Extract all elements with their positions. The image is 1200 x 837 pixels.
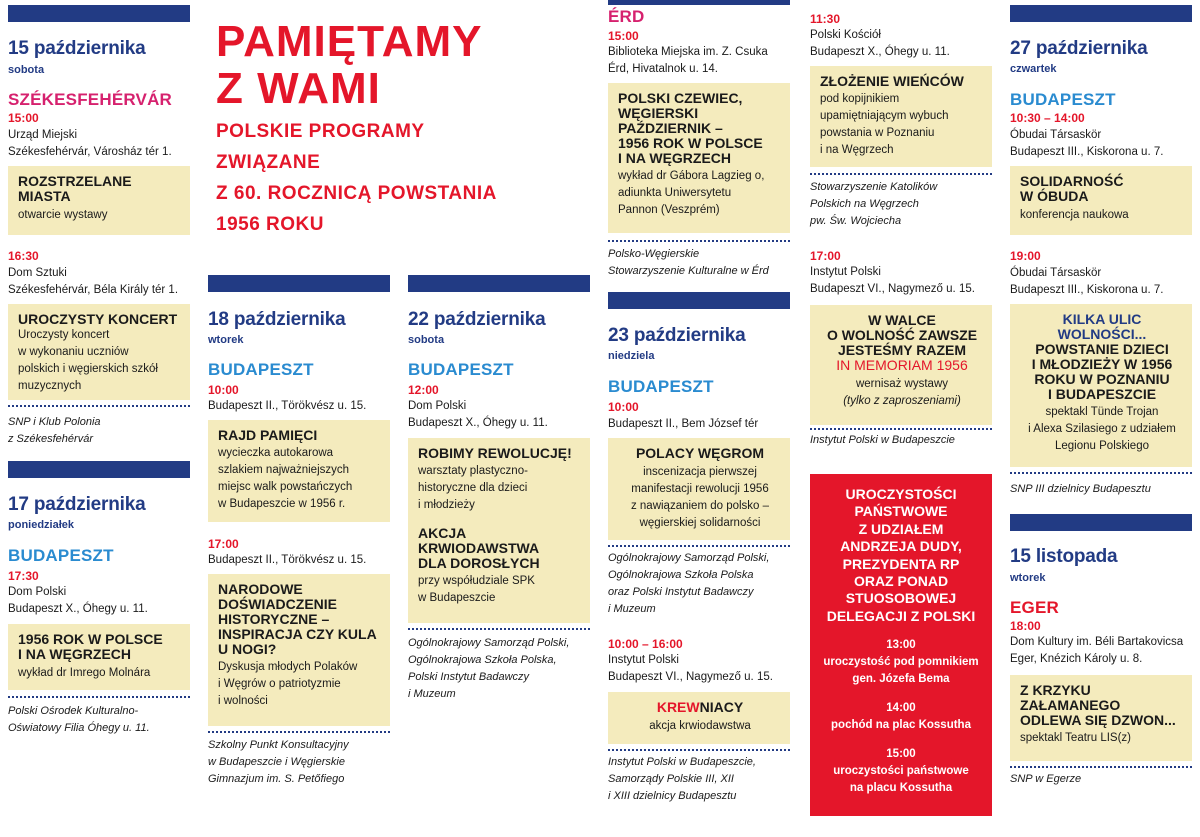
venue-line: Urząd Miejski bbox=[8, 129, 78, 141]
event-title: W ÓBUDA bbox=[1020, 188, 1089, 204]
dotted-divider bbox=[608, 749, 790, 751]
event-venue bbox=[810, 264, 975, 298]
venue-line: Instytut Polski bbox=[608, 654, 679, 666]
event-title: ODLEWA SIĘ DZWON... bbox=[1020, 712, 1176, 728]
venue-line: Székesfehérvár, Béla Király tér 1. bbox=[8, 284, 179, 296]
event-desc: Pannon (Veszprém) bbox=[618, 204, 720, 216]
organizer-line: Stowarzyszenie Kulturalne w Érd bbox=[608, 265, 769, 277]
event-box bbox=[1010, 166, 1192, 235]
event-title: AKCJA bbox=[418, 525, 467, 541]
red-box-event: pochód na plac Kossutha bbox=[831, 719, 971, 732]
header-bar bbox=[408, 275, 590, 292]
venue-line: Székesfehérvár, Városház tér 1. bbox=[8, 146, 172, 158]
venue-line: Budapeszt III., Kiskorona u. 7. bbox=[1010, 146, 1164, 158]
city-heading: ÉRD bbox=[608, 7, 645, 26]
header-bar bbox=[608, 292, 790, 309]
venue-line: Dom Polski bbox=[408, 400, 467, 412]
event-box bbox=[608, 83, 790, 233]
event-title: KRWIODAWSTWA bbox=[418, 540, 540, 556]
event-title: ROBIMY REWOLUCJĘ! bbox=[418, 445, 572, 461]
event-box bbox=[810, 305, 992, 425]
event-desc: powstania w Poznaniu bbox=[820, 127, 935, 139]
event-time: 10:30 – 14:00 bbox=[1010, 111, 1085, 125]
red-box-title: STUOSOBOWEJ bbox=[845, 590, 957, 607]
event-desc: otwarcie wystawy bbox=[18, 209, 108, 221]
event-desc: (tylko z zaproszeniami) bbox=[843, 395, 961, 407]
event-box bbox=[408, 438, 590, 623]
event-time: 15:00 bbox=[608, 29, 639, 43]
event-desc: wernisaż wystawy bbox=[855, 378, 949, 390]
venue-line: Biblioteka Miejska im. Z. Csuka bbox=[608, 46, 768, 58]
red-box-event: gen. Józefa Bema bbox=[852, 673, 950, 686]
date-heading: 17 października bbox=[8, 494, 146, 515]
venue-line: Instytut Polski bbox=[810, 266, 881, 278]
event-desc: spektakl Teatru LIS(z) bbox=[1020, 732, 1132, 744]
weekday-label: poniedziałek bbox=[8, 519, 75, 531]
venue-line: Budapeszt III., Kiskorona u. 7. bbox=[1010, 284, 1164, 296]
state-ceremony-box bbox=[810, 474, 992, 816]
event-desc: pod kopijnikiem bbox=[820, 93, 900, 105]
red-box-title: PREZYDENTA RP bbox=[842, 555, 960, 572]
event-title: 1956 ROK W POLSCE bbox=[18, 631, 163, 647]
dotted-divider bbox=[608, 240, 790, 242]
subtitle-line: Z 60. ROCZNICĄ POWSTANIA bbox=[216, 183, 497, 204]
event-box bbox=[208, 574, 390, 726]
event-time: 16:30 bbox=[8, 249, 39, 263]
event-title: JESTEŚMY RAZEM bbox=[837, 342, 967, 358]
event-title: NARODOWE bbox=[218, 581, 303, 597]
header-bar bbox=[8, 461, 190, 478]
event-venue bbox=[810, 27, 950, 61]
event-desc: i wolności bbox=[218, 695, 268, 707]
event-title: POWSTANIE DZIECI bbox=[1035, 341, 1169, 357]
event-venue bbox=[1010, 127, 1163, 161]
organizer bbox=[8, 414, 101, 448]
event-title: 1956 ROK W POLSCE bbox=[618, 135, 763, 151]
event-time: 17:30 bbox=[8, 569, 39, 583]
weekday-label: sobota bbox=[8, 64, 45, 76]
city-heading: BUDAPESZT bbox=[608, 377, 714, 396]
venue-line: Dom Polski bbox=[8, 586, 67, 598]
organizer-line: pw. Św. Wojciecha bbox=[810, 215, 902, 227]
event-title: U NOGI? bbox=[218, 641, 277, 657]
event-title bbox=[618, 700, 782, 715]
event-title: SOLIDARNOŚĆ bbox=[1020, 173, 1124, 189]
event-time: 10:00 bbox=[608, 400, 639, 414]
city-heading: BUDAPESZT bbox=[1010, 90, 1116, 109]
organizer-line: Szkolny Punkt Konsultacyjny bbox=[208, 739, 349, 751]
event-title: POLACY WĘGROM bbox=[635, 445, 765, 461]
weekday-label: niedziela bbox=[608, 350, 655, 362]
event-desc: wycieczka autokarowa bbox=[218, 447, 334, 459]
dotted-divider bbox=[1010, 472, 1192, 474]
organizer-line: Samorządy Polskie III, XII bbox=[608, 773, 734, 785]
red-box-title: ORAZ PONAD bbox=[853, 573, 949, 590]
event-desc: i Węgrów o patriotyzmie bbox=[218, 678, 341, 690]
event-time: 17:00 bbox=[208, 537, 239, 551]
event-title: ROZSTRZELANE bbox=[18, 173, 132, 189]
city-heading: SZÉKESFEHÉRVÁR bbox=[8, 90, 173, 109]
event-title: DOŚWIADCZENIE bbox=[218, 596, 337, 612]
weekday-label: wtorek bbox=[1010, 572, 1046, 584]
event-box bbox=[8, 304, 190, 400]
event-venue bbox=[1010, 265, 1163, 299]
event-desc: historyczne dla dzieci bbox=[418, 482, 528, 494]
event-title-black: NIACY bbox=[699, 699, 744, 715]
event-title: ROKU W POZNANIU bbox=[1034, 371, 1170, 387]
dotted-divider bbox=[810, 428, 992, 430]
event-venue bbox=[1010, 634, 1183, 668]
main-title bbox=[216, 18, 482, 112]
red-box-event: uroczystości państwowe bbox=[833, 765, 969, 778]
event-box bbox=[1010, 675, 1192, 761]
subtitle-line: 1956 ROKU bbox=[216, 214, 324, 235]
event-time: 17:00 bbox=[810, 249, 841, 263]
event-time: 18:00 bbox=[1010, 619, 1041, 633]
event-desc: wykład dr Imrego Molnára bbox=[18, 667, 151, 679]
red-box-event: uroczystość pod pomnikiem bbox=[823, 656, 979, 669]
event-desc: manifestacji rewolucji 1956 bbox=[631, 483, 769, 495]
event-venue bbox=[8, 127, 172, 161]
main-title-line: Z WAMI bbox=[216, 64, 381, 113]
organizer-line: i Muzeum bbox=[608, 603, 656, 615]
weekday-label: czwartek bbox=[1010, 63, 1057, 75]
date-heading: 23 października bbox=[608, 325, 746, 346]
header-bar bbox=[1010, 5, 1192, 22]
weekday-label: wtorek bbox=[208, 334, 244, 346]
event-title: DLA DOROSŁYCH bbox=[418, 555, 540, 571]
date-heading: 27 października bbox=[1010, 38, 1148, 59]
venue-line: Budapeszt VI., Nagymező u. 15. bbox=[608, 671, 773, 683]
venue-line: Budapeszt X., Óhegy u. 11. bbox=[8, 603, 148, 615]
red-box-title: Z UDZIAŁEM bbox=[858, 520, 944, 537]
event-venue bbox=[608, 44, 768, 78]
date-heading: 15 października bbox=[8, 38, 146, 59]
city-heading: BUDAPESZT bbox=[208, 360, 314, 379]
dotted-divider bbox=[408, 628, 590, 630]
organizer-line: Ogólnokrajowa Szkoła Polska bbox=[608, 569, 754, 581]
organizer-line: Ogólnokrajowa Szkoła Polska, bbox=[408, 654, 557, 666]
event-desc: szlakiem najważniejszych bbox=[218, 464, 350, 476]
date-heading: 18 października bbox=[208, 309, 346, 330]
subtitle-line: ZWIĄZANE bbox=[216, 152, 321, 173]
event-title-blue: WOLNOŚCI... bbox=[1057, 326, 1147, 342]
organizer bbox=[8, 703, 150, 737]
event-desc: muzycznych bbox=[18, 380, 82, 392]
dotted-divider bbox=[1010, 766, 1192, 768]
event-desc: w wykonaniu uczniów bbox=[18, 346, 129, 358]
organizer-line: i Muzeum bbox=[408, 688, 456, 700]
event-time: 19:00 bbox=[1010, 249, 1041, 263]
weekday-label: sobota bbox=[408, 334, 445, 346]
red-box-time: 13:00 bbox=[886, 639, 916, 652]
dotted-divider bbox=[608, 545, 790, 547]
event-venue bbox=[8, 584, 148, 618]
organizer bbox=[608, 550, 769, 618]
event-desc: warsztaty plastyczno- bbox=[418, 465, 528, 477]
organizer-line: Ogólnokrajowy Samorząd Polski, bbox=[608, 552, 770, 564]
organizer-line: Gimnazjum im. S. Petőfiego bbox=[208, 773, 345, 785]
venue-line: Budapeszt X., Óhegy u. 11. bbox=[810, 46, 950, 58]
organizer-line: Oświatowy Filia Óhegy u. 11. bbox=[8, 722, 150, 734]
date-heading: 15 listopada bbox=[1010, 546, 1118, 567]
event-desc: w Budapeszcie bbox=[418, 592, 496, 604]
event-desc: konferencja naukowa bbox=[1020, 209, 1129, 221]
event-box bbox=[8, 624, 190, 690]
header-bar bbox=[208, 275, 390, 292]
venue-line: Dom Sztuki bbox=[8, 267, 67, 279]
venue-line: Óbudai Társaskör bbox=[1010, 267, 1102, 279]
event-desc: inscenizacja pierwszej bbox=[643, 466, 757, 478]
event-title: I NA WĘGRZECH bbox=[18, 646, 132, 662]
venue-line: Eger, Knézich Károly u. 8. bbox=[1010, 653, 1143, 665]
event-venue: Budapeszt II., Bem József tér bbox=[608, 418, 759, 430]
event-desc: węgierskiej solidarności bbox=[639, 517, 761, 529]
event-desc: i Alexa Szilasiego z udziałem bbox=[1028, 423, 1176, 435]
venue-line: Budapeszt X., Óhegy u. 11. bbox=[408, 417, 548, 429]
red-box-time: 14:00 bbox=[886, 702, 916, 715]
dotted-divider bbox=[8, 405, 190, 407]
organizer bbox=[408, 635, 569, 703]
organizer-line: Polskich na Węgrzech bbox=[810, 198, 919, 210]
event-title: Z KRZYKU bbox=[1020, 682, 1091, 698]
event-desc: adiunkta Uniwersytetu bbox=[618, 187, 732, 199]
event-title: I NA WĘGRZECH bbox=[618, 150, 732, 166]
organizer-line: Stowarzyszenie Katolików bbox=[810, 181, 938, 193]
event-box bbox=[208, 420, 390, 522]
organizer bbox=[810, 179, 937, 230]
organizer-line: SNP w Egerze bbox=[1010, 773, 1082, 785]
organizer-line: Polsko-Węgierskie bbox=[608, 248, 700, 260]
dotted-divider bbox=[8, 696, 190, 698]
organizer bbox=[208, 737, 349, 788]
event-venue: Budapeszt II., Törökvész u. 15. bbox=[208, 554, 367, 566]
organizer bbox=[1010, 481, 1151, 498]
header-bar bbox=[608, 0, 790, 5]
event-title: PAŹDZIERNIK – bbox=[618, 120, 723, 136]
organizer bbox=[810, 432, 955, 449]
header-bar bbox=[1010, 514, 1192, 531]
event-box bbox=[810, 66, 992, 167]
event-box bbox=[608, 692, 790, 744]
city-heading: BUDAPESZT bbox=[8, 546, 114, 565]
event-venue bbox=[408, 398, 548, 432]
event-box bbox=[608, 438, 790, 540]
event-desc: wykład dr Gábora Lagzieg o, bbox=[618, 170, 765, 182]
main-title-line: PAMIĘTAMY bbox=[216, 17, 483, 66]
organizer-line: Polski Ośrodek Kulturalno- bbox=[8, 705, 139, 717]
organizer-line: Instytut Polski w Budapeszcie bbox=[810, 434, 955, 446]
event-title: HISTORYCZNE – bbox=[218, 611, 330, 627]
event-title: RAJD PAMIĘCI bbox=[218, 427, 318, 443]
event-desc: i młodzieży bbox=[418, 499, 475, 511]
event-title: W WALCE bbox=[868, 312, 936, 328]
event-title: UROCZYSTY KONCERT bbox=[18, 311, 178, 327]
header-bar bbox=[8, 5, 190, 22]
event-desc: polskich i węgierskich szkół bbox=[18, 363, 158, 375]
event-title: MIASTA bbox=[18, 188, 71, 204]
event-time: 11:30 bbox=[810, 12, 841, 26]
event-title: ZAŁAMANEGO bbox=[1020, 697, 1121, 713]
subtitle bbox=[216, 116, 497, 240]
organizer-line: SNP i Klub Polonia bbox=[8, 416, 101, 428]
date-heading: 22 października bbox=[408, 309, 546, 330]
event-title: WĘGIERSKI bbox=[618, 105, 699, 121]
event-title: IN MEMORIAM 1956 bbox=[836, 357, 968, 373]
event-desc: w Budapeszcie w 1956 r. bbox=[218, 498, 346, 510]
red-box-title: PAŃSTWOWE bbox=[854, 503, 948, 520]
event-desc: miejsc walk powstańczych bbox=[218, 481, 353, 493]
event-desc: Legionu Polskiego bbox=[1055, 440, 1149, 452]
event-desc: Dyskusja młodych Polaków bbox=[218, 661, 358, 673]
event-title-blue: KILKA ULIC bbox=[1062, 311, 1142, 327]
event-venue bbox=[8, 265, 178, 299]
event-time: 12:00 bbox=[408, 383, 439, 397]
event-desc: spektakl Tünde Trojan bbox=[1045, 406, 1159, 418]
event-time: 10:00 bbox=[208, 383, 239, 397]
red-box-title: DELEGACJI Z POLSKI bbox=[826, 607, 976, 624]
red-box-title: ANDRZEJA DUDY, bbox=[840, 538, 962, 555]
event-title: INSPIRACJA CZY KULA bbox=[218, 626, 377, 642]
event-desc: przy współudziale SPK bbox=[418, 575, 535, 587]
event-title-red: KREW bbox=[656, 699, 700, 715]
red-box-event: na placu Kossutha bbox=[849, 782, 953, 795]
city-heading: BUDAPESZT bbox=[408, 360, 514, 379]
organizer-line: i XIII dzielnicy Budapesztu bbox=[608, 790, 737, 802]
organizer bbox=[608, 754, 756, 805]
organizer bbox=[608, 246, 769, 280]
venue-line: Budapeszt VI., Nagymező u. 15. bbox=[810, 283, 975, 295]
event-desc: i na Węgrzech bbox=[820, 144, 894, 156]
organizer-line: SNP III dzielnicy Budapesztu bbox=[1010, 483, 1151, 495]
venue-line: Polski Kościół bbox=[810, 29, 881, 41]
organizer bbox=[1010, 771, 1081, 788]
dotted-divider bbox=[810, 173, 992, 175]
organizer-line: Instytut Polski w Budapeszcie, bbox=[608, 756, 756, 768]
subtitle-line: POLSKIE PROGRAMY bbox=[216, 121, 425, 142]
organizer-line: z Székesfehérvár bbox=[8, 433, 93, 445]
event-desc: akcja krwiodawstwa bbox=[649, 720, 751, 732]
event-venue: Budapeszt II., Törökvész u. 15. bbox=[208, 400, 367, 412]
event-title: I MŁODZIEŻY W 1956 bbox=[1031, 356, 1173, 372]
event-box bbox=[8, 166, 190, 235]
event-box bbox=[1010, 304, 1192, 467]
event-desc: upamiętniającym wybuch bbox=[820, 110, 949, 122]
venue-line: Érd, Hivatalnok u. 14. bbox=[608, 63, 718, 75]
organizer-line: Polski Instytut Badawczy bbox=[408, 671, 530, 683]
city-heading: EGER bbox=[1010, 598, 1059, 617]
event-title: ZŁOŻENIE WIEŃCÓW bbox=[820, 73, 964, 89]
event-title: POLSKI CZEWIEC, bbox=[618, 90, 743, 106]
event-time: 10:00 – 16:00 bbox=[608, 637, 683, 651]
event-desc: Uroczysty koncert bbox=[18, 329, 110, 341]
organizer-line: Ogólnokrajowy Samorząd Polski, bbox=[408, 637, 570, 649]
event-title: I BUDAPESZCIE bbox=[1047, 386, 1157, 402]
organizer-line: oraz Polski Instytut Badawczy bbox=[608, 586, 754, 598]
red-box-title: UROCZYSTOŚCI bbox=[845, 486, 957, 502]
event-desc: z nawiązaniem do polsko – bbox=[630, 500, 770, 512]
venue-line: Dom Kultury im. Béli Bartakovicsa bbox=[1010, 636, 1184, 648]
red-box-time: 15:00 bbox=[886, 748, 916, 761]
event-venue bbox=[608, 652, 773, 686]
dotted-divider bbox=[208, 731, 390, 733]
venue-line: Óbudai Társaskör bbox=[1010, 129, 1102, 141]
organizer-line: w Budapeszcie i Węgierskie bbox=[208, 756, 345, 768]
event-title: O WOLNOŚĆ ZAWSZE bbox=[826, 327, 978, 343]
event-time: 15:00 bbox=[8, 111, 39, 125]
